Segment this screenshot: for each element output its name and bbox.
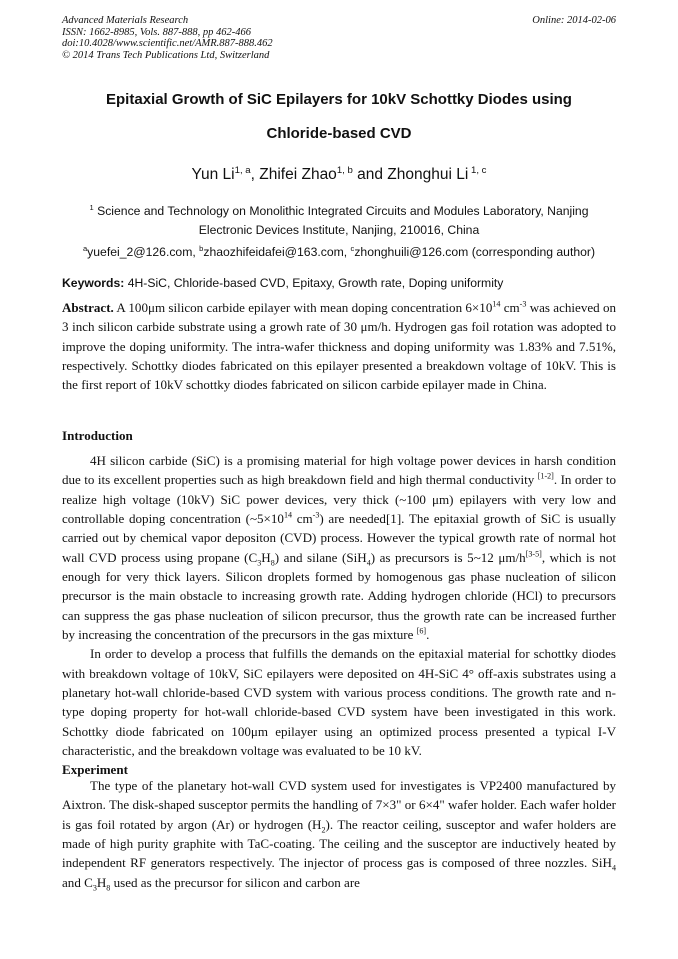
superscript: 14 <box>283 510 293 520</box>
author-name: , Zhifei Zhao <box>250 166 337 183</box>
paper-title-line-2: Chloride-based CVD <box>266 125 412 142</box>
subscript: 2 <box>321 825 326 835</box>
email[interactable]: zhaozhifeidafei@163.com, <box>203 245 351 259</box>
affiliation-text: Science and Technology on Monolithic Integrated Circuits and Modules Laboratory, Nanjing Electronic Devices Institute, Nanjing, 210016, China <box>93 204 589 237</box>
subscript: 3 <box>257 558 262 568</box>
text: used as the precursor for silicon and carbon are <box>110 874 360 890</box>
superscript: -3 <box>312 510 320 520</box>
journal-name: Advanced Materials Research <box>62 15 189 26</box>
email-mark: a <box>82 243 88 253</box>
introduction-section <box>62 451 616 761</box>
author-name: and Zhonghui Li <box>352 166 469 183</box>
citation: [6] <box>416 626 427 636</box>
superscript: -3 <box>519 299 527 309</box>
text: , which is not enough for very thick layers. Silicon droplets formed by homogenous gas phase nucleation of silicon precursor is the main obstacle to increasing growth rate. Adding hydrogen chloride (HCl) to precursors can suppress the gas phase nucleation of silicon precursor, thus the growth rate can be increased further by increasing the concentration of the precursors in the gas mixture <box>62 549 616 643</box>
online-date: Online: 2014-02-06 <box>532 15 616 26</box>
abstract-text: was achieved on 3 inch silicon carbide substrate using a growh rate of 30 μm/h. Hydrogen gas foil rotation was adopted to improve the doping uniformity. The intra-wafer thickness and doping uniformity was 1.83% and 7.51%, respectively. Schottky diodes fabricated on this epilayer presented a breakdown voltage of 10kV. This is the first report of 10kV schottky diodes fabricated on silicon carbide epilayer made in China. <box>62 300 617 393</box>
subscript: 4 <box>611 863 616 873</box>
text: and C <box>62 874 93 890</box>
experiment-section <box>62 776 616 892</box>
issn-line: ISSN: 1662-8985, Vols. 887-888, pp 462-466 <box>62 26 251 38</box>
text: 4H silicon carbide (SiC) is a promising material for high voltage power devices in harsh condition due to its excellent properties such as high breakdown field and high thermal conductivity <box>62 453 616 488</box>
author-affiliation-mark: 1, c <box>468 164 487 176</box>
text: ) and silane (SiH <box>274 549 367 565</box>
subscript: 8 <box>106 883 111 893</box>
abstract-label: Abstract. <box>62 300 114 315</box>
author-affiliation-mark: 1, b <box>336 164 353 176</box>
email-mark: c <box>350 243 355 253</box>
text: . <box>426 627 430 643</box>
copyright-line: © 2014 Trans Tech Publications Ltd, Switzerland <box>62 49 270 61</box>
subscript: 8 <box>270 558 275 568</box>
author-list <box>62 166 616 184</box>
citation: [3-5] <box>525 549 542 559</box>
doi-line: doi:10.4028/www.scientific.net/AMR.887-888.462 <box>62 38 273 50</box>
affiliation <box>70 202 608 240</box>
paragraph <box>62 451 616 644</box>
keywords-text: 4H-SiC, Chloride-based CVD, Epitaxy, Growth rate, Doping uniformity <box>124 276 504 290</box>
email-mark: b <box>199 243 204 253</box>
text: cm <box>292 511 313 527</box>
section-heading-experiment: Experiment <box>62 762 128 777</box>
text: ). The reactor ceiling, susceptor and wafer holders are made of high purity graphite with TaC-coating. The ceiling and the susceptor are inductively heated by independent RF generators respectively. The injector of process gas is composed of three nozzles. SiH <box>62 816 616 871</box>
section-heading-introduction: Introduction <box>62 428 133 443</box>
text: . In order to realize high voltage (10kV) SiC power devices, very thick (~100 μm) epilayers with very low and controllable doping concentration (~5×10 <box>62 472 617 527</box>
text: ) are needed[1]. The epitaxial growth of SiC is usually carried out by chemical vapor depositon (CVD) process. However the typical growth rate of normal hot wall CVD process using propane (C <box>62 511 616 565</box>
citation: [1-2] <box>537 472 554 481</box>
keywords <box>62 276 616 290</box>
author-name: Yun Li <box>191 166 235 183</box>
abstract-text: A 100μm silicon carbide epilayer with mean doping concentration 6×10 <box>113 300 493 315</box>
text: The type of the planetary hot-wall CVD system used for investigates is VP2400 manufactured by Aixtron. The disk-shaped susceptor permits the handling of 7×3" or 6×4" wafer holder. Each wafer holder is gas foil rotated by argon (Ar) or hydrogen (H <box>62 778 616 832</box>
paper-title-line-1: Epitaxial Growth of SiC Epilayers for 10kV Schottky Diodes using <box>106 91 572 108</box>
email[interactable]: yuefei_2@126.com, <box>87 245 200 259</box>
abstract-text: cm <box>500 300 520 315</box>
keywords-label: Keywords: <box>62 276 125 290</box>
paragraph: In order to develop a process that fulfills the demands on the epitaxial material for schottky diodes with breakdown voltage of 10kV, SiC epilayers were deposited on 4H-SiC 4° off-axis substrates using a planetary hot-wall chloride-based CVD system with various process conditions. The growth rate and n-type doping property for hot-wall chloride-based CVD system have been investigated in this work. Schottky diode fabricated on 100μm epilayer using an optimized process presented a typical I-V characteristic, and the breakdown voltage was evaluated to be 10 kV. <box>62 646 616 759</box>
subscript: 3 <box>92 883 97 893</box>
author-affiliation-mark: 1, a <box>234 164 251 176</box>
abstract <box>62 298 616 395</box>
subscript: 4 <box>366 558 371 568</box>
text: ) as precursors is 5~12 μm/h <box>370 549 526 565</box>
superscript: 14 <box>492 299 501 309</box>
text: H <box>261 549 271 565</box>
text: H <box>96 874 107 890</box>
journal-header <box>62 15 273 61</box>
paragraph <box>62 776 616 892</box>
author-emails <box>62 245 616 259</box>
email[interactable]: zhonghuili@126.com (corresponding author) <box>354 245 596 259</box>
affiliation-mark: 1 <box>89 202 94 212</box>
